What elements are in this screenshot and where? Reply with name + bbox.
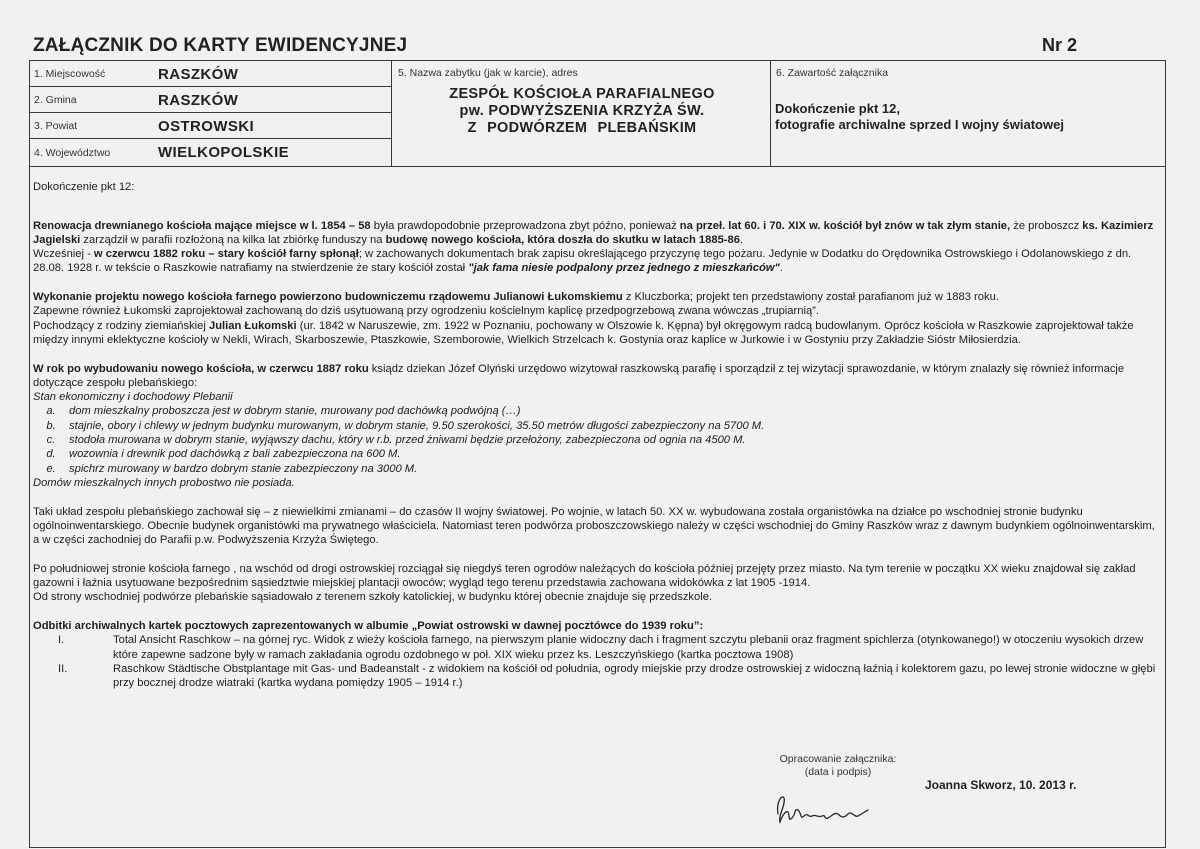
postcards-heading	[33, 619, 1161, 633]
attachment-contents-line-1: Dokończenie pkt 12,	[775, 101, 900, 116]
row-divider-2	[29, 112, 391, 113]
signature-label	[773, 753, 903, 779]
document-body	[33, 180, 1161, 690]
monument-name-line-3: Z PODWÓRZEM PLEBAŃSKIM	[467, 120, 697, 136]
wojewodztwo-label: 4. Województwo	[34, 147, 111, 159]
p2-span-5: Julian Łukomski	[208, 319, 297, 332]
list-item	[33, 419, 1161, 433]
p1-span-13: .	[779, 262, 783, 275]
signature-label-line-1: Opracowanie załącznika:	[779, 753, 897, 765]
handwritten-signature	[772, 788, 872, 828]
paragraph-visitation	[33, 362, 1161, 391]
p1-span-7: budowę nowego kościoła, która doszła do skutku w latach 1885-86	[385, 233, 740, 246]
author-date: Joanna Skworz, 10. 2013 r.	[925, 778, 1077, 792]
list-item	[33, 462, 1161, 476]
nazwa-zabytku-label: 5. Nazwa zabytku (jak w karcie), adres	[398, 67, 578, 79]
gmina-label: 2. Gmina	[34, 94, 77, 106]
attachment-number: Nr 2	[1042, 35, 1078, 55]
list-item	[33, 433, 1161, 447]
p1-span-12: "jak fama niesie podpalony przez jednego z mieszkańców"	[468, 262, 780, 275]
p1-span-4: że proboszcz	[1010, 219, 1083, 232]
list-item-marker: c.	[46, 434, 56, 447]
p1-span-3: na przeł. lat 60. i 70. XIX w. kościół był znów w tak złym stanie,	[679, 219, 1011, 232]
section-heading: Dokończenie pkt 12:	[33, 181, 135, 193]
miejscowosc-label: 1. Miejscowość	[34, 68, 106, 80]
paragraph-renovation	[33, 219, 1161, 276]
p2-span-4: Pochodzący z rodziny ziemiańskiej	[33, 319, 209, 332]
list-item-marker: a.	[46, 405, 56, 418]
p1-span-8: .	[739, 233, 744, 246]
p3-span-1: W rok po wybudowaniu nowego kościoła, w czerwcu 1887 roku	[33, 362, 369, 375]
list-item	[33, 662, 1161, 691]
attachment-contents	[775, 101, 1165, 133]
list-item-marker: II.	[58, 662, 68, 675]
paragraph-project	[33, 290, 1161, 347]
gmina-value: RASZKÓW	[158, 92, 239, 109]
p2-span-3: Zapewne również Łukomski zaprojektował zachowaną do dziś usytuowaną przy ogrodzeniu kościelnym kaplicę przedpogrzebową zwana wówczas „trupiarnią”.	[33, 305, 820, 318]
visitation-intro: Stan ekonomiczny i dochodowy Plebanii	[33, 391, 233, 404]
list-item-text: stajnie, obory i chlewy w jednym budynku murowanym, w dobrym stanie, 9.50 szerokości, 35.50 metrów długości zabezpieczony na 5700 M.	[69, 419, 765, 432]
list-item	[33, 404, 1161, 418]
header-bottom-line	[29, 166, 1166, 167]
row-divider-1	[29, 86, 391, 87]
signature-label-line-2: (data i podpis)	[804, 766, 872, 778]
list-item	[33, 633, 1161, 662]
paragraph-gardens: Po południowej stronie kościoła farnego , na wschód od drogi ostrowskiej rozciągał się niegdyś teren ogrodów należących do kościoła później przejęty przez miasto. Na tym terenie w początku XX wieku znajdował się zakład gazowni i łaźnia usytuowane bezpośrednim sąsiedztwie miejskiej plantacji owoców; wygląd tego terenu przedstawia zachowana widokówka z lat 1905 -1914.	[33, 562, 1136, 590]
p1-span-5: ks. Kazimierz Jagielski	[33, 219, 1154, 246]
list-item-text: stodoła murowana w dobrym stanie, wyjąwszy dachu, który w r.b. przed żniwami będzie przełożony, zabezpieczona od ognia na 4500 M.	[69, 434, 746, 447]
attachment-contents-line-2: fotografie archiwalne sprzed I wojny światowej	[775, 117, 1064, 132]
p1-span-2: była prawdopodobnie przeprowadzona zbyt późno, ponieważ	[370, 219, 680, 232]
powiat-label: 3. Powiat	[34, 120, 78, 132]
p1-span-11: ; w zachowanych dokumentach brak zapisu określającego przyczynę tego pożaru. Jedynie w Dodatku do Orędownika Ostrowskiego i Odolanowskiego z dn. 28.08. 1928 r. w tekście o Raszkowie natrafiamy na stwierdzenie że stary kościół został	[33, 248, 1132, 275]
miejscowosc-value: RASZKÓW	[158, 66, 239, 83]
visitation-list	[33, 404, 1161, 475]
visitation-outro: Domów mieszkalnych innych probostwo nie posiada.	[33, 476, 295, 489]
column-divider-1	[391, 60, 392, 167]
monument-name-line-1: ZESPÓŁ KOŚCIOŁA PARAFIALNEGO	[449, 86, 715, 102]
monument-name	[395, 86, 769, 137]
postcards-heading-text: Odbitki archiwalnych kartek pocztowych zaprezentowanych w albumie „Powiat ostrowski w dawnej pocztówce do 1939 roku”:	[33, 619, 704, 632]
powiat-value: OSTROWSKI	[158, 118, 255, 135]
list-item-marker: d.	[46, 448, 56, 461]
p1-span-9: Wcześniej -	[33, 248, 94, 261]
list-item-text: Total Ansicht Raschkow – na górnej ryc. Widok z wieży kościoła farnego, na pierwszym planie widoczny dach i fragment szczytu plebanii oraz fragment spichlerza (otynkowanego!) w otoczeniu wysokich drzew które zapewne sadzone były w ramach zakładania ogrodu ozdobnego w poł. XIX wieku przez ks. Leszczyńskiego (kartka pocztowa 1908)	[113, 634, 1144, 661]
list-item-text: wozownia i drewnik pod dachówką z bali zabezpieczona na 600 M.	[69, 448, 401, 461]
list-item-text: Raschkow Städtische Obstplantage mit Gas- und Badeanstalt - z widokiem na kościół od południa, ogrody miejskie przy drodze ostrowskiej z widoczną łaźnią i kolektorem gazu, po lewej stronie widoczne w głębi przy bocznej drodze wiatraki (kartka wydana pomiędzy 1905 – 1914 r.)	[113, 662, 1156, 690]
list-item	[33, 447, 1161, 461]
row-divider-3	[29, 138, 391, 139]
list-item-text: dom mieszkalny proboszcza jest w dobrym stanie, murowany pod dachówką podwójną (…)	[69, 405, 521, 418]
list-item-marker: b.	[46, 419, 56, 432]
p1-span-1: Renowacja drewnianego kościoła mające miejsce w l. 1854 – 58	[33, 219, 371, 232]
p1-span-6: zarządził w parafii rozłożoną na kilka lat zbiórkę funduszy na	[80, 233, 386, 246]
list-item-text: spichrz murowany w bardzo dobrym stanie zabezpieczony na 3000 M.	[69, 462, 418, 475]
p1-span-10: w czerwcu 1882 roku – stary kościół farny spłonął	[93, 248, 359, 261]
document-title: ZAŁĄCZNIK DO KARTY EWIDENCYJNEJ	[33, 35, 408, 56]
column-divider-2	[770, 60, 771, 167]
p2-span-2: z Kluczborka; projekt ten przedstawiony został parafianom już w 1883 roku.	[622, 291, 999, 304]
zawartosc-label: 6. Zawartość załącznika	[776, 67, 889, 79]
list-item-marker: e.	[46, 462, 56, 475]
p2-span-6: (ur. 1842 w Naruszewie, zm. 1922 w Poznaniu, pochowany w Olszowie k. Kępna) był okręgowym radcą budowlanym. Oprócz kościoła w Raszkowie zaprojektował także między innymi eklektyczne kościoły w Nekli, Wirach, Skarboszewie, Ptaszkowie, Szemborowie, Wielkich Strzelcach k. Gostynia oraz kaplice w Jurkowie i w Gostyniu przy Zakładzie Sióstr Miłosierdzia.	[33, 319, 1134, 346]
list-item-marker: I.	[58, 634, 65, 647]
p2-span-1: Wykonanie projektu nowego kościoła farnego powierzono budowniczemu rządowemu Julianowi Łukomskiemu	[33, 291, 623, 304]
paragraph-layout: Taki układ zespołu plebańskiego zachował się – z niewielkimi zmianami – do czasów II wojny światowej. Po wojnie, w latach 50. XX w. wybudowana została organistówka na działce po wschodniej stronie budynku ogólnoinwentarskiego. Obecnie budynek organistówki ma prywatnego właściciela. Natomiast teren podwórza proboszczowskiego należy w części wschodniej do Gminy Raszków wraz z dawnym budynkiem ogólnoinwentarskim, a w części zachodniej do Parafii p.w. Podwyższenia Krzyża Świętego.	[33, 505, 1155, 547]
wojewodztwo-value: WIELKOPOLSKIE	[158, 144, 290, 161]
paragraph-school: Od strony wschodniej podwórze plebańskie sąsiadowało z terenem szkoły katolickiej, w budynku której obecnie znajduje się przedszkole.	[33, 591, 713, 604]
p3-span-2: ksiądz dziekan Józef Olyński urzędowo wizytował raszkowską parafię i sporządził z tej wizytacji sprawozdanie, w którym znalazły się również informacje dotyczące zespołu plebańskiego:	[33, 362, 1125, 389]
monument-name-line-2: pw. PODWYŻSZENIA KRZYŻA ŚW.	[459, 103, 705, 119]
